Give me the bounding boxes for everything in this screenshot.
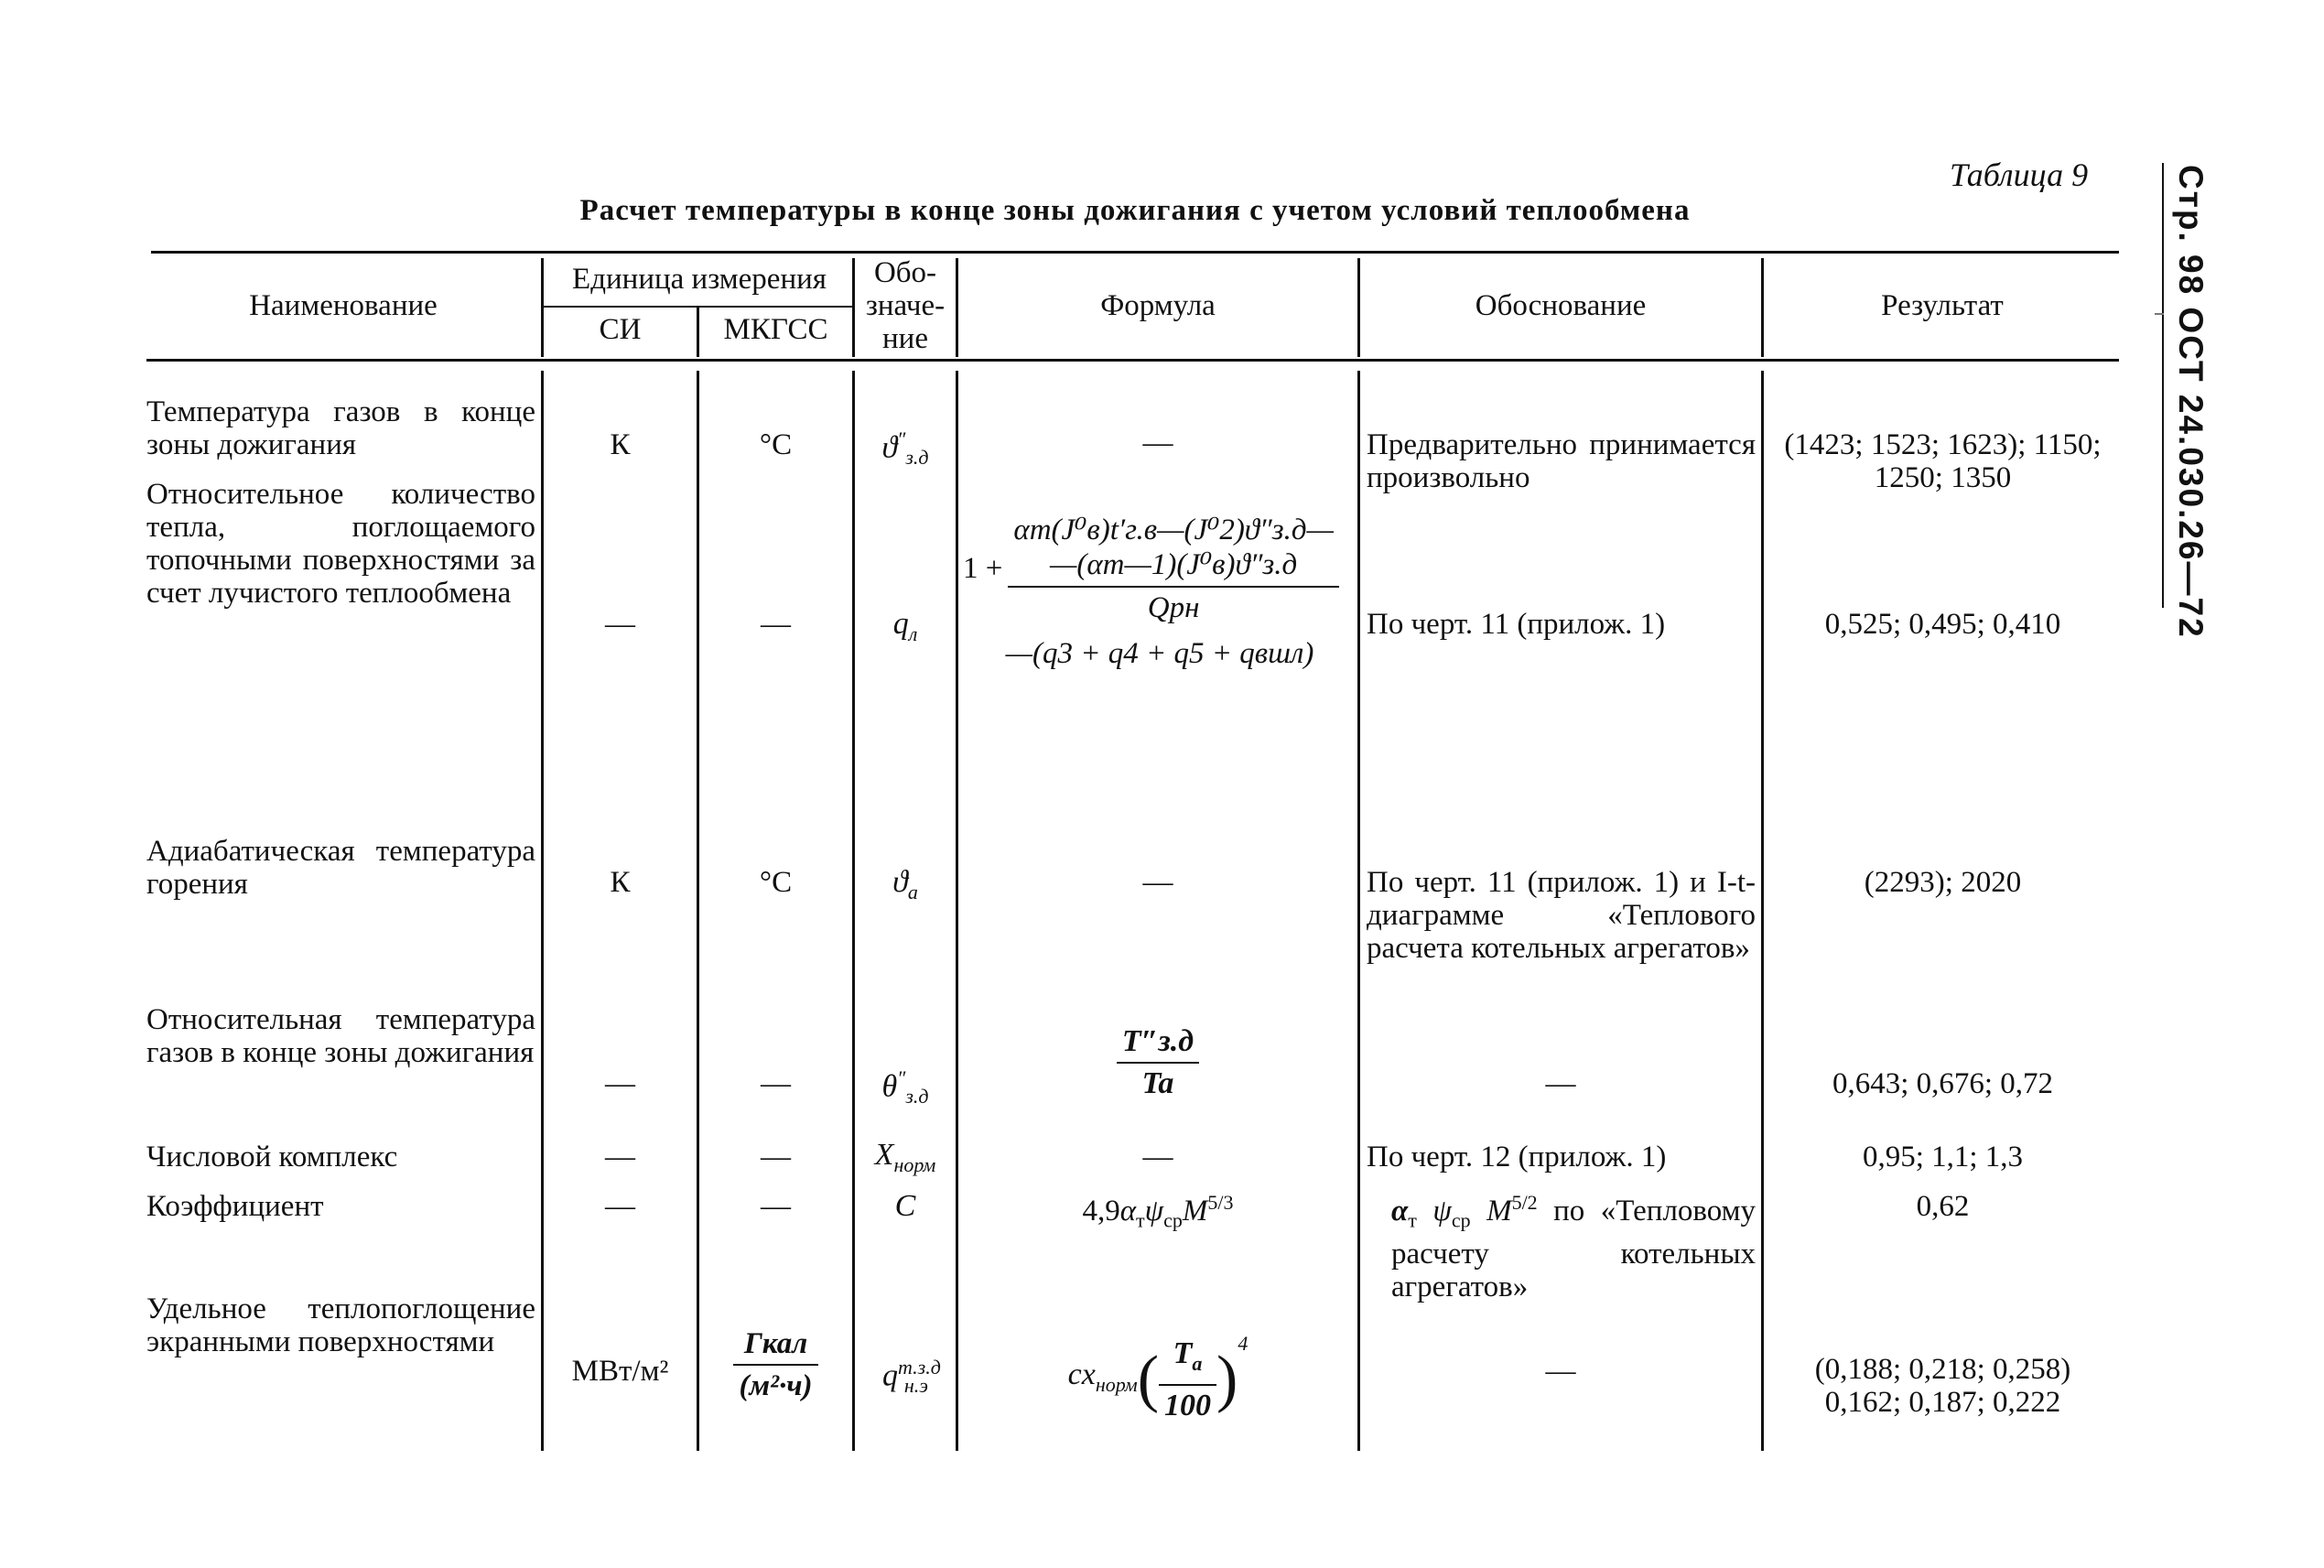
- row2-formula-tail: —(q3 + q4 + q5 + qвшл): [1005, 637, 1314, 670]
- vrule-body-4: [956, 371, 958, 1451]
- header-name: Наименование: [249, 289, 438, 322]
- row7-si: МВт/м²: [571, 1355, 669, 1388]
- row2-formula-den: Qрн: [1147, 591, 1200, 624]
- row4-mkgss: —: [761, 1067, 791, 1100]
- header-formula: Формула: [1100, 289, 1216, 322]
- row3-result: (2293); 2020: [1864, 866, 2022, 899]
- row7-result-1: (0,188; 0,218; 0,258): [1814, 1353, 2071, 1386]
- vrule-body-6: [1761, 371, 1764, 1451]
- row4-si: —: [605, 1067, 635, 1100]
- row4-basis: —: [1545, 1067, 1576, 1100]
- row7-symbol: $q^{т.з.д}_{н.э}$: [882, 1356, 941, 1398]
- table-number: Таблица 9: [1950, 157, 2089, 193]
- vrule-body-2: [697, 371, 699, 1451]
- row2-mkgss: —: [761, 608, 791, 641]
- row5-name: Числовой комплекс: [146, 1141, 398, 1173]
- row1-result: (1423; 1523; 1623); 1150; 1250; 1350: [1784, 428, 2102, 494]
- row7-basis: —: [1545, 1355, 1576, 1388]
- row7-formula: $cx_{норм}$( $\frac{T_a}{100}$ )$^4$: [1067, 1332, 1248, 1422]
- running-header: Стр. 98 ОСТ 24.030.26—72: [2172, 165, 2210, 639]
- row5-formula: —: [1142, 1141, 1173, 1173]
- row2-basis: По черт. 11 (прилож. 1): [1367, 608, 1666, 641]
- header-unit-si: СИ: [599, 313, 642, 346]
- row6-result: 0,62: [1916, 1190, 1970, 1223]
- row7-name: Удельное теплопоглощение экранными поверхностями: [146, 1292, 535, 1358]
- row6-basis: $\alpha_т$ $\psi_{ср}$ $M^{5/2}$ по «Тепловому расчету котельных агрегатов»: [1391, 1191, 1757, 1303]
- row7-mkgss: [699, 1327, 852, 1402]
- row4-symbol: $\theta''_{з.д}$: [881, 1066, 929, 1108]
- side-tick: [2155, 313, 2164, 315]
- row5-si: —: [605, 1141, 635, 1173]
- row3-name: Адиабатическая температура горения: [146, 835, 535, 901]
- table-top-rule: [151, 251, 2119, 254]
- row6-name: Коэффициент: [146, 1190, 324, 1223]
- unit-group-rule: [544, 306, 855, 308]
- row3-mkgss: °С: [759, 866, 793, 899]
- row6-symbol: C: [894, 1189, 916, 1223]
- row5-basis: По черт. 12 (прилож. 1): [1367, 1141, 1667, 1173]
- row3-si: К: [610, 866, 631, 899]
- row7-result-2: 0,162; 0,187; 0,222: [1824, 1386, 2061, 1419]
- row1-basis: Предварительно принимается произвольно: [1367, 428, 1756, 494]
- header-unit-group: Единица измерения: [572, 263, 827, 296]
- header-result: Результат: [1881, 289, 2004, 322]
- row4-result: 0,643; 0,676; 0,72: [1832, 1067, 2054, 1100]
- table-title: Расчет температуры в конце зоны дожигания с учетом условий теплообмена: [579, 194, 1691, 227]
- row5-mkgss: —: [761, 1141, 791, 1173]
- row4-formula-num: T″з.д: [1121, 1024, 1194, 1058]
- row7-mkgss-num: Гкал: [743, 1327, 808, 1360]
- row2-formula-num1: αт(J⁰в)t′г.в—(J⁰2)ϑ″з.д—: [1013, 514, 1334, 546]
- row6-formula: $4,9\alpha_т\psi_{ср}M^{5/3}$: [1082, 1191, 1234, 1232]
- row2-si: —: [605, 608, 635, 641]
- row4-formula-den: Ta: [1141, 1066, 1174, 1100]
- row2-symbol: $q_л$: [892, 607, 918, 645]
- row2-formula: [963, 513, 1357, 670]
- row5-symbol: $X_{норм}$: [874, 1138, 936, 1176]
- row1-formula: —: [1142, 427, 1173, 460]
- row3-symbol: $ϑ_а$: [892, 865, 918, 903]
- header-basis: Обоснование: [1475, 289, 1647, 322]
- row4-name: Относительная температура газов в конце зоны дожигания: [146, 1003, 535, 1069]
- row1-name: Температура газов в конце зоны дожигания: [146, 395, 535, 461]
- vrule-body-3: [852, 371, 855, 1451]
- side-rule: [2162, 163, 2164, 608]
- row3-basis: По черт. 11 (прилож. 1) и I-t-диаграмме «Теплового расчета котельных агрегатов»: [1367, 866, 1756, 965]
- row6-si: —: [605, 1190, 635, 1223]
- header-unit-mkgss: МКГСС: [723, 313, 828, 346]
- row2-formula-num2: —(αт—1)(J⁰в)ϑ″з.д: [1050, 548, 1298, 581]
- row1-si: К: [610, 428, 631, 461]
- row1-symbol: $ϑ''_{з.д}$: [881, 427, 929, 470]
- header-bottom-rule: [146, 359, 2119, 362]
- row2-formula-lead: 1 +: [963, 552, 1003, 585]
- vrule-body-5: [1357, 371, 1360, 1451]
- row6-mkgss: —: [761, 1190, 791, 1223]
- row2-result: 0,525; 0,495; 0,410: [1824, 608, 2061, 641]
- row3-formula: —: [1142, 866, 1173, 899]
- row7-mkgss-den: (м²·ч): [739, 1369, 813, 1402]
- row1-mkgss: °С: [759, 428, 793, 461]
- row4-formula: [958, 1025, 1357, 1100]
- row2-name: Относительное количество тепла, поглощаемого топочными поверхностями за счет лучистого теплообмена: [146, 478, 535, 610]
- row5-result: 0,95; 1,1; 1,3: [1862, 1141, 2024, 1173]
- header-symbol: Обо- значе- ние: [865, 256, 946, 355]
- vrule-body-1: [541, 371, 544, 1451]
